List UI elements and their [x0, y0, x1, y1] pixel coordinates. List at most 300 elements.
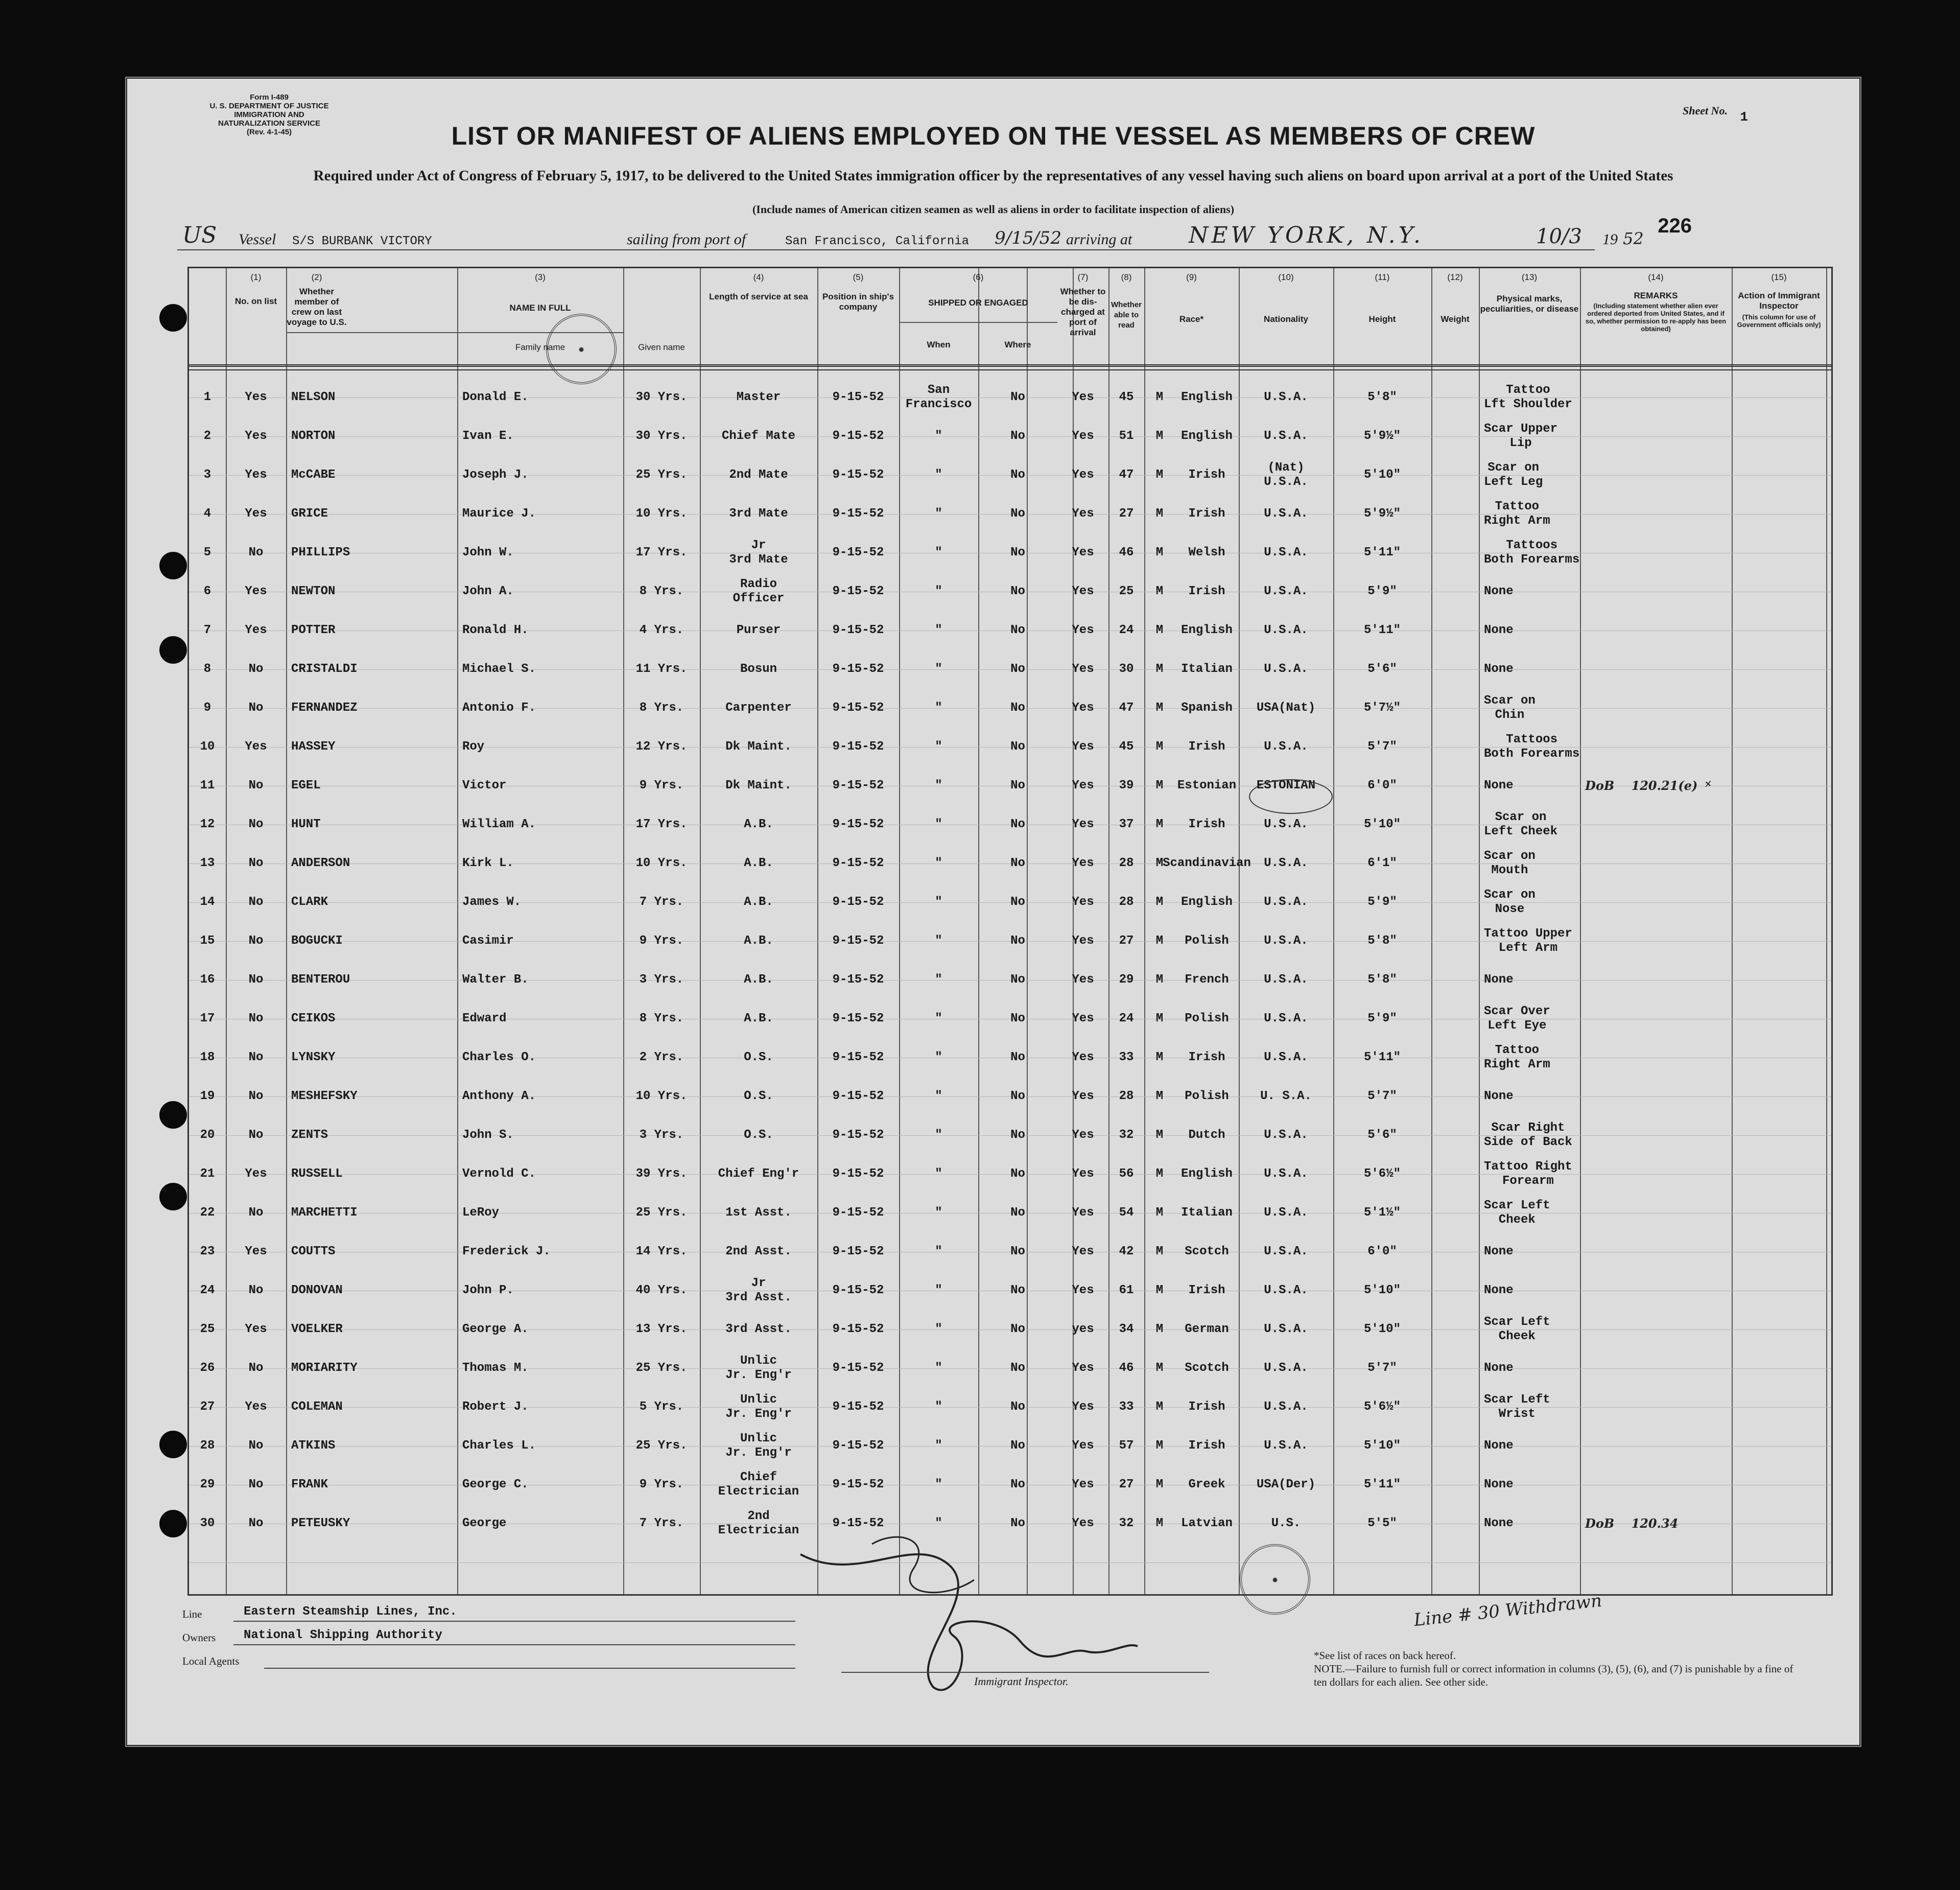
table-row	[189, 1271, 1831, 1310]
cell-race: Dutch	[1188, 1128, 1225, 1142]
cell-given: Walter B.	[462, 973, 529, 987]
cell-family: BOGUCKI	[291, 934, 343, 948]
cell-given: Vernold C.	[462, 1167, 536, 1181]
cell-race: Latvian	[1181, 1516, 1233, 1530]
cell-given: George C.	[462, 1478, 529, 1491]
cell-when: 9-15-52	[832, 1167, 884, 1181]
cell-where: "	[935, 895, 942, 909]
cell-no: 14	[200, 895, 215, 909]
header-name-in-full: NAME IN FULL	[509, 303, 571, 313]
cell-age: 39	[1119, 779, 1134, 792]
cell-nat: U.S.A.	[1264, 1051, 1308, 1064]
form-dept: U. S. DEPARTMENT OF JUSTICE	[209, 102, 329, 110]
cell-sex: M	[1155, 1245, 1164, 1258]
cell-where: "	[935, 818, 942, 831]
cell-nat: U.S.A.	[1264, 429, 1308, 443]
cell-where: "	[935, 1516, 942, 1530]
cell-where: "	[935, 856, 942, 870]
cell-length: 17 Yrs.	[635, 818, 688, 831]
header-able-read: Whether able to read	[1111, 300, 1142, 330]
cell-no: 13	[200, 856, 215, 870]
cell-read: Yes	[1072, 429, 1094, 443]
cell-no: 30	[200, 1516, 215, 1530]
cell-weight	[1431, 1271, 1479, 1310]
vessel-label: Vessel	[239, 231, 276, 248]
header-action-note: (This column for use of Government officials only)	[1737, 313, 1821, 329]
cell-where: "	[935, 429, 942, 443]
header-shipped: SHIPPED OR ENGAGED	[928, 298, 1028, 308]
table-row	[189, 533, 1831, 572]
hnum: (8)	[1121, 272, 1132, 282]
cell-disch: No	[1010, 895, 1025, 909]
line-value: Eastern Steamship Lines, Inc.	[244, 1605, 457, 1619]
cell-no: 11	[200, 779, 215, 792]
cell-where: "	[935, 1167, 942, 1181]
cell-race: English	[1181, 895, 1233, 909]
cell-family: ATKINS	[291, 1439, 336, 1453]
cell-disch: No	[1010, 1322, 1025, 1336]
cell-age: 57	[1119, 1439, 1134, 1453]
cell-given: Thomas M.	[462, 1361, 529, 1375]
arriving-port: NEW YORK, N.Y.	[1189, 222, 1424, 248]
cell-where: "	[935, 1322, 942, 1336]
cell-sex: M	[1155, 1400, 1164, 1414]
cell-nat: (Nat) U.S.A.	[1264, 461, 1308, 489]
owners-label: Owners	[182, 1631, 216, 1644]
cell-length: 8 Yrs.	[639, 585, 684, 598]
cell-remarks	[1580, 689, 1737, 728]
cell-when: 9-15-52	[832, 1089, 884, 1103]
cell-member: No	[248, 1206, 264, 1220]
cell-weight	[1431, 883, 1479, 922]
cell-given: LeRoy	[462, 1206, 500, 1220]
form-rev: (Rev. 4-1-45)	[246, 128, 292, 136]
cell-race: English	[1181, 623, 1233, 637]
cell-height: 5'9½"	[1363, 429, 1401, 443]
header-family-name: Family name	[515, 342, 565, 352]
header-given-name: Given name	[638, 342, 685, 352]
cell-race: Irish	[1188, 1284, 1225, 1297]
cell-when: 9-15-52	[832, 934, 884, 948]
header-discharged: Whether to be dis-charged at port of arrival	[1060, 287, 1106, 337]
footer-agents-row	[182, 1647, 795, 1671]
cell-height: 5'6½"	[1363, 1400, 1401, 1414]
cell-no: 5	[203, 546, 211, 559]
cell-when: 9-15-52	[832, 468, 884, 482]
cell-no: 20	[200, 1128, 215, 1142]
cell-family: GRICE	[291, 507, 328, 521]
cell-remarks	[1580, 1116, 1737, 1155]
cell-height: 6'0"	[1367, 779, 1397, 792]
cell-marks: None	[1484, 585, 1514, 598]
cell-nat: U.S.A.	[1264, 1361, 1308, 1375]
cell-given: George	[462, 1516, 507, 1530]
cell-position: A.B.	[744, 895, 773, 909]
header-divider	[189, 364, 1831, 367]
cell-when: 9-15-52	[832, 507, 884, 521]
cell-height: 5'11"	[1363, 623, 1401, 637]
action-scribble: ✕	[1702, 778, 1713, 791]
cell-read: Yes	[1072, 818, 1094, 831]
cell-when: 9-15-52	[832, 429, 884, 443]
cell-nat: U.S.A.	[1264, 1245, 1308, 1258]
cell-age: 28	[1119, 895, 1134, 909]
cell-disch: No	[1010, 390, 1025, 404]
cell-length: 5 Yrs.	[639, 1400, 684, 1414]
cell-weight	[1431, 922, 1479, 961]
sailing-port: San Francisco, California	[785, 235, 970, 248]
hnum: (5)	[853, 272, 864, 282]
cell-remarks	[1580, 1232, 1737, 1271]
cell-weight	[1431, 1232, 1479, 1271]
cell-remarks	[1580, 1271, 1737, 1310]
cell-height: 6'1"	[1367, 856, 1397, 870]
cell-height: 5'10"	[1363, 1439, 1401, 1453]
cell-nat: USA(Der)	[1256, 1478, 1316, 1491]
cell-given: Joseph J.	[462, 468, 529, 482]
cell-marks: None	[1484, 1516, 1514, 1530]
table-row	[189, 766, 1831, 805]
cell-where: "	[935, 934, 942, 948]
inspector-label: Immigrant Inspector.	[974, 1675, 1069, 1688]
cell-length: 25 Yrs.	[635, 468, 688, 482]
cell-family: VOELKER	[291, 1322, 343, 1336]
binder-hole	[159, 1101, 187, 1129]
cell-remarks	[1580, 922, 1737, 961]
cell-length: 3 Yrs.	[639, 1128, 684, 1142]
cell-age: 34	[1119, 1322, 1134, 1336]
cell-read: Yes	[1072, 973, 1094, 987]
cell-position: Master	[736, 390, 781, 404]
cell-where: "	[935, 585, 942, 598]
cell-member: No	[248, 1478, 264, 1491]
cell-sex: M	[1155, 1089, 1164, 1103]
cell-nat: U.S.A.	[1264, 623, 1308, 637]
cell-length: 4 Yrs.	[639, 623, 684, 637]
cell-nat: U.S.A.	[1264, 895, 1308, 909]
sailing-label: sailing from port of	[627, 231, 746, 248]
cell-length: 40 Yrs.	[635, 1284, 688, 1297]
vessel-prefix: US	[182, 222, 217, 248]
hnum: (13)	[1521, 272, 1538, 282]
cell-remarks	[1580, 1038, 1737, 1077]
cell-length: 12 Yrs.	[635, 740, 688, 754]
cell-given: Donald E.	[462, 390, 529, 404]
cell-remarks	[1580, 844, 1737, 883]
cell-height: 5'5"	[1367, 1516, 1397, 1530]
cell-height: 5'9"	[1367, 1012, 1397, 1025]
cell-race: Irish	[1188, 1439, 1225, 1453]
cell-no: 17	[200, 1012, 215, 1025]
cell-race: Italian	[1181, 662, 1233, 676]
cell-remarks	[1580, 456, 1737, 495]
cell-read: Yes	[1072, 895, 1094, 909]
cell-race: Polish	[1185, 1012, 1229, 1025]
cell-where: "	[935, 1128, 942, 1142]
cell-disch: No	[1010, 973, 1025, 987]
cell-length: 7 Yrs.	[639, 895, 684, 909]
cell-member: Yes	[245, 507, 267, 521]
binder-hole	[159, 636, 187, 664]
cell-when: 9-15-52	[832, 1516, 884, 1530]
hnum: (12)	[1447, 272, 1463, 282]
shipped-subrule	[899, 322, 1057, 323]
cell-length: 9 Yrs.	[639, 934, 684, 948]
cell-when: 9-15-52	[832, 662, 884, 676]
cell-member: No	[248, 856, 264, 870]
cell-weight	[1431, 611, 1479, 650]
cell-race: Scandinavian	[1163, 856, 1251, 870]
cell-family: ANDERSON	[291, 856, 350, 870]
cell-weight	[1431, 961, 1479, 999]
cell-family: EGEL	[291, 779, 321, 792]
manifest-document	[125, 77, 1861, 1747]
cell-weight	[1431, 728, 1479, 766]
cell-age: 29	[1119, 973, 1134, 987]
cell-race: Irish	[1188, 740, 1225, 754]
table-row	[189, 883, 1831, 922]
cell-given: Michael S.	[462, 662, 536, 676]
cell-given: Victor	[462, 779, 507, 792]
cell-nat: U.S.A.	[1264, 662, 1308, 676]
cell-height: 5'10"	[1363, 818, 1401, 831]
cell-age: 56	[1119, 1167, 1134, 1181]
cell-nat: U.S.A.	[1264, 1012, 1308, 1025]
cell-member: No	[248, 701, 264, 715]
cell-family: HUNT	[291, 818, 321, 831]
cell-read: Yes	[1072, 779, 1094, 792]
cell-sex: M	[1155, 1206, 1164, 1220]
cell-race: English	[1181, 390, 1233, 404]
hnum: (4)	[753, 272, 764, 282]
cell-read: Yes	[1072, 507, 1094, 521]
cell-position: A.B.	[744, 934, 773, 948]
cell-remarks	[1580, 1388, 1737, 1427]
cell-sex: M	[1155, 1051, 1164, 1064]
line-label: Line	[182, 1608, 202, 1620]
cell-height: 5'9½"	[1363, 507, 1401, 521]
cell-weight	[1431, 1038, 1479, 1077]
stamped-number: 226	[1658, 215, 1692, 237]
cell-position: O.S.	[744, 1128, 773, 1142]
port-stamp-seal: ◉	[546, 314, 617, 384]
cell-disch: No	[1010, 1167, 1025, 1181]
cell-weight	[1431, 378, 1479, 417]
cell-height: 5'8"	[1367, 390, 1397, 404]
cell-no: 28	[200, 1439, 215, 1453]
cell-weight	[1431, 1388, 1479, 1427]
cell-sex: M	[1155, 934, 1164, 948]
cell-position: Bosun	[740, 662, 777, 676]
cell-length: 3 Yrs.	[639, 973, 684, 987]
cell-where: "	[935, 468, 942, 482]
cell-height: 5'10"	[1363, 468, 1401, 482]
cell-when: 9-15-52	[832, 895, 884, 909]
table-row	[189, 1194, 1831, 1232]
cell-remarks	[1580, 728, 1737, 766]
table-row	[189, 1232, 1831, 1271]
cell-position: Carpenter	[725, 701, 792, 715]
cell-family: FRANK	[291, 1478, 328, 1491]
footer-notes	[1314, 1649, 1804, 1689]
cell-age: 61	[1119, 1284, 1134, 1297]
cell-age: 32	[1119, 1128, 1134, 1142]
cell-sex: M	[1155, 623, 1164, 637]
cell-no: 12	[200, 818, 215, 831]
cell-given: Antonio F.	[462, 701, 536, 715]
cell-length: 39 Yrs.	[635, 1167, 688, 1181]
cell-age: 27	[1119, 1478, 1134, 1491]
table-row	[189, 961, 1831, 999]
cell-weight	[1431, 1155, 1479, 1194]
cell-sex: M	[1155, 1128, 1164, 1142]
cell-member: No	[248, 779, 264, 792]
cell-given: Anthony A.	[462, 1089, 536, 1103]
cell-disch: No	[1010, 701, 1025, 715]
crew-table	[187, 267, 1833, 1596]
cell-when: 9-15-52	[832, 623, 884, 637]
cell-no: 21	[200, 1167, 215, 1181]
cell-no: 29	[200, 1478, 215, 1491]
nationality-circle	[1249, 779, 1333, 814]
table-row	[189, 1427, 1831, 1465]
cell-length: 17 Yrs.	[635, 546, 688, 559]
cell-when: 9-15-52	[832, 973, 884, 987]
cell-nat: U. S.A.	[1260, 1089, 1312, 1103]
cell-family: NORTON	[291, 429, 336, 443]
table-row	[189, 456, 1831, 495]
cell-age: 27	[1119, 507, 1134, 521]
cell-nat: USA(Nat)	[1256, 701, 1316, 715]
hnum: (10)	[1278, 272, 1294, 282]
cell-race: Welsh	[1188, 546, 1225, 559]
cell-sex: M	[1155, 662, 1164, 676]
form-service: IMMIGRATION AND NATURALIZATION SERVICE	[218, 110, 320, 128]
cell-read: Yes	[1072, 546, 1094, 559]
cell-where: "	[935, 1439, 942, 1453]
cell-when: 9-15-52	[832, 1284, 884, 1297]
cell-disch: No	[1010, 818, 1025, 831]
cell-length: 25 Yrs.	[635, 1206, 688, 1220]
cell-height: 5'11"	[1363, 1051, 1401, 1064]
document-subnote: (Include names of American citizen seamen as well as aliens in order to facilitate inspection of aliens)	[752, 203, 1235, 216]
cell-member: No	[248, 1051, 264, 1064]
cell-given: Edward	[462, 1012, 507, 1025]
cell-weight	[1431, 844, 1479, 883]
cell-when: 9-15-52	[832, 818, 884, 831]
cell-disch: No	[1010, 934, 1025, 948]
cell-weight	[1431, 689, 1479, 728]
cell-sex: M	[1155, 585, 1164, 598]
table-row	[189, 378, 1831, 417]
binder-hole	[159, 304, 187, 332]
cell-read: Yes	[1072, 1051, 1094, 1064]
cell-member: No	[248, 895, 264, 909]
cell-weight	[1431, 1077, 1479, 1116]
cell-member: No	[248, 818, 264, 831]
cell-where: "	[935, 1478, 942, 1491]
cell-remarks	[1580, 572, 1737, 611]
cell-length: 7 Yrs.	[639, 1516, 684, 1530]
cell-disch: No	[1010, 1284, 1025, 1297]
hnum: (1)	[250, 272, 262, 282]
cell-no: 26	[200, 1361, 215, 1375]
cell-marks: Scar Left Wrist	[1484, 1393, 1550, 1421]
cell-sex: M	[1155, 429, 1164, 443]
cell-disch: No	[1010, 779, 1025, 792]
line-rule	[233, 1621, 795, 1622]
cell-marks: Tattoo Right Forearm	[1484, 1160, 1572, 1188]
cell-remarks	[1580, 1310, 1737, 1349]
cell-length: 8 Yrs.	[639, 1012, 684, 1025]
note-penalty: NOTE.—Failure to furnish full or correct information in columns (3), (5), (6), and (7) is punishable by a fine of ten dollars for each alien. See other side.	[1314, 1663, 1793, 1688]
table-row	[189, 999, 1831, 1038]
cell-sex: M	[1155, 1516, 1164, 1530]
hnum: (2)	[311, 272, 322, 282]
document-title: LIST OR MANIFEST OF ALIENS EMPLOYED ON THE VESSEL AS MEMBERS OF CREW	[451, 122, 1536, 150]
cell-marks: Scar on Left Leg	[1484, 461, 1543, 489]
cell-remarks	[1580, 999, 1737, 1038]
form-number: Form I-489	[250, 93, 289, 102]
cell-remarks	[1580, 1465, 1737, 1504]
cell-marks: None	[1484, 973, 1514, 987]
cell-family: COLEMAN	[291, 1400, 343, 1414]
hnum: (6)	[973, 272, 984, 282]
cell-when: 9-15-52	[832, 1400, 884, 1414]
cell-marks: Scar on Left Cheek	[1484, 810, 1558, 838]
cell-member: No	[248, 1284, 264, 1297]
cell-where: "	[935, 507, 942, 521]
cell-race: Spanish	[1181, 701, 1233, 715]
cell-where: San Francisco	[905, 383, 972, 411]
cell-read: Yes	[1072, 1167, 1094, 1181]
cell-when: 9-15-52	[832, 1245, 884, 1258]
cell-weight	[1431, 495, 1479, 533]
cell-when: 9-15-52	[832, 779, 884, 792]
cell-weight	[1431, 1504, 1479, 1543]
cell-height: 5'10"	[1363, 1284, 1401, 1297]
cell-remarks	[1580, 1427, 1737, 1465]
cell-read: Yes	[1072, 856, 1094, 870]
cell-given: Robert J.	[462, 1400, 529, 1414]
cell-when: 9-15-52	[832, 701, 884, 715]
cell-disch: No	[1010, 429, 1025, 443]
table-row	[189, 1155, 1831, 1194]
cell-no: 25	[200, 1322, 215, 1336]
cell-position: Purser	[736, 623, 781, 637]
cell-member: No	[248, 1439, 264, 1453]
cell-where: "	[935, 701, 942, 715]
table-row	[189, 1038, 1831, 1077]
hnum: (3)	[535, 272, 546, 282]
cell-marks: None	[1484, 1089, 1514, 1103]
cell-height: 5'9"	[1367, 585, 1397, 598]
cell-race: Estonian	[1177, 779, 1237, 792]
arrival-year-prefix: 19	[1602, 231, 1618, 248]
agents-label: Local Agents	[182, 1655, 240, 1667]
cell-when: 9-15-52	[832, 1322, 884, 1336]
cell-when: 9-15-52	[832, 390, 884, 404]
cell-race: Irish	[1188, 818, 1225, 831]
cell-remarks	[1580, 1349, 1737, 1388]
table-row	[189, 689, 1831, 728]
cell-weight	[1431, 1310, 1479, 1349]
cell-no: 19	[200, 1089, 215, 1103]
cell-remarks	[1580, 883, 1737, 922]
binder-hole	[159, 552, 187, 579]
hnum: (9)	[1186, 272, 1197, 282]
cell-age: 46	[1119, 1361, 1134, 1375]
